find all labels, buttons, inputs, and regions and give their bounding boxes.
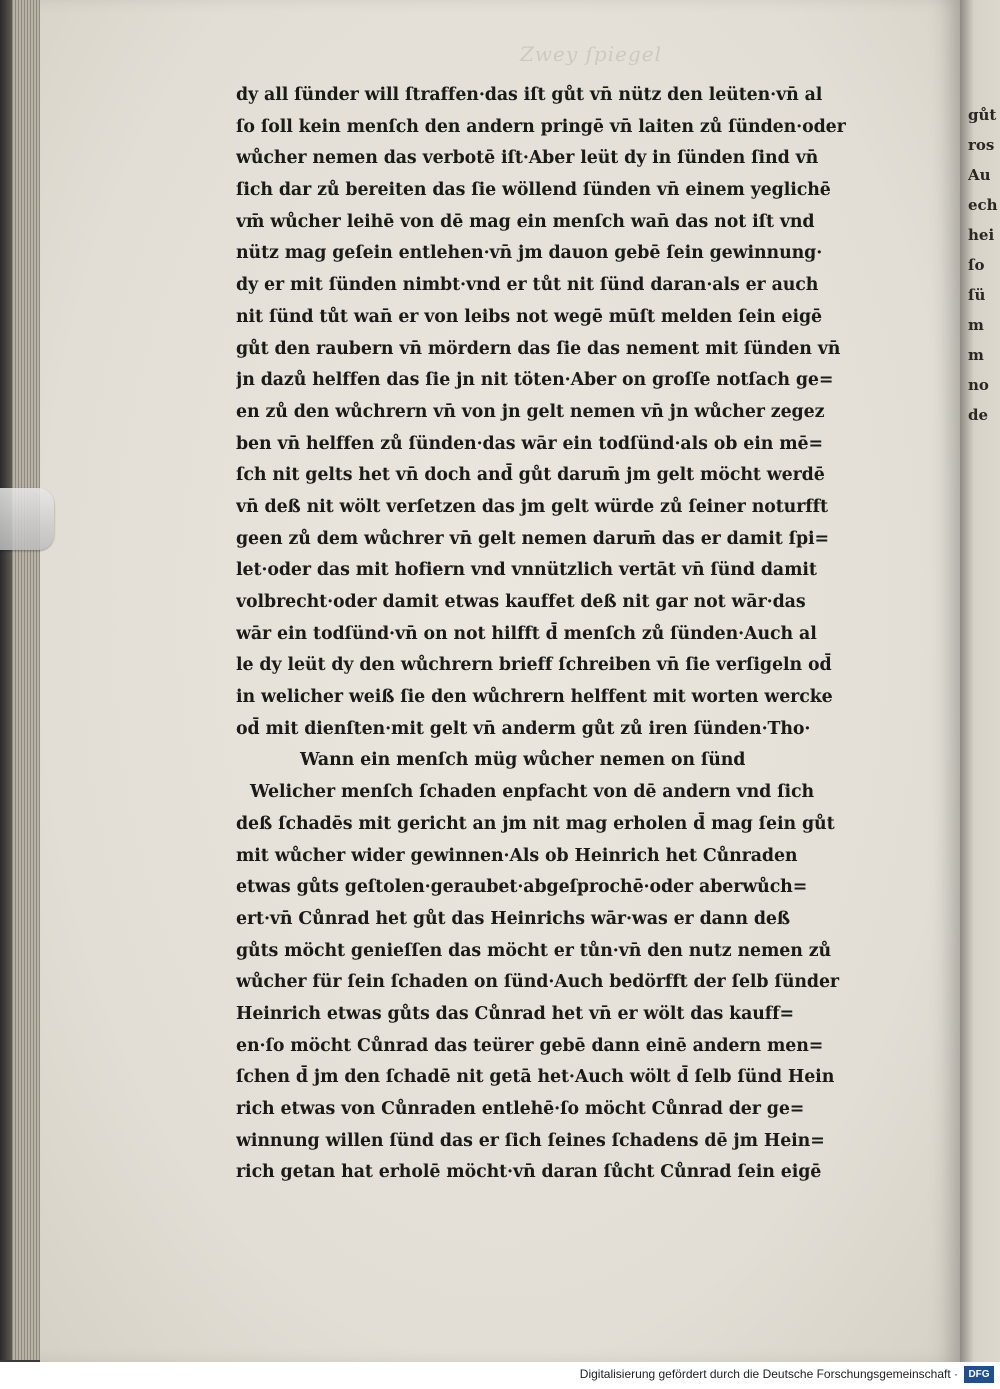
text-line: le dy leüt dy den wůchrern brieff ſchreiben vn̄ ſie verſigeln od̄ [236,655,832,676]
facing-page-fragment: ros [968,136,995,154]
facing-page-text [968,100,1000,430]
text-line: ſo ſoll kein menſch den andern pringē vn̄ laiten zů ſünden·oder [236,116,846,137]
facing-page-fragment: ſü [968,286,986,304]
text-line: volbrecht·oder damit etwas kauffet deß nit gar not wār·das [236,592,806,612]
text-line: vn̄ deß nit wölt verſetzen das jm gelt würde zů ſeiner noturfft [236,496,828,517]
text-line: ſchen d̄ jm den ſchadē nit getā het·Auch wölt d̄ ſelb ſünd Hein [236,1067,835,1088]
text-line: let·oder das mit hofiern vnd vnnützlich vertāt vn̄ ſünd damit [236,560,817,581]
text-line: wůcher nemen das verbotē iſt·Aber leüt dy in ſünden ſind vn̄ [236,148,819,169]
text-line: en zů den wůchrern vn̄ von jn gelt nemen vn̄ jn wůcher zegez [236,401,825,422]
text-line: dy er mit ſünden nimbt·vnd er tůt nit ſünd daran·als er auch [236,275,819,296]
facing-page-fragment: m [968,316,984,334]
facing-page-fragment: gůt [968,106,997,124]
text-line: jn dazů helffen das ſie jn nit töten·Aber on groſſe notſach ge= [236,370,834,391]
facing-page-fragment: hei [968,226,995,244]
text-line: ſich dar zů bereiten das ſie wöllend ſünden vn̄ einem yeglichē [236,180,831,201]
facing-page-fragment: de [968,406,989,424]
facing-page-fragment: no [968,376,989,394]
text-line: od̄ mit dienſten·mit gelt vn̄ anderm gůt zů iren ſünden·Tho· [236,718,811,739]
text-line: deß ſchadēs mit gericht an jm nit mag erholen d̄ mag ſein gůt [236,813,835,834]
main-text-block [236,80,856,1189]
text-line: nütz mag geſein entlehen·vn̄ jm dauon gebē ſein gewinnung· [236,243,823,264]
text-line: wār ein todſünd·vn̄ on not hilfft d̄ menſch zů ſünden·Auch al [236,623,817,644]
footer-bar [0,1362,1000,1389]
section-heading: Wann ein menſch müg wůcher nemen on ſünd [300,750,746,771]
text-line: gůts möcht genieſſen das möcht er tůn·vn̄ den nutz nemen zů [236,940,832,961]
text-line: rich getan hat erholē möcht·vn̄ daran ſůcht Cůnrad ſein eigē [236,1162,822,1183]
text-line: dy all ſünder will ſtraffen·das iſt gůt vn̄ nütz den leüten·vn̄ al [236,85,823,105]
facing-page-fragment: ech [968,196,998,214]
text-line: Heinrich etwas gůts das Cůnrad het vn̄ er wölt das kauff= [236,1003,795,1024]
text-line: winnung willen ſünd das er ſich ſeines ſchadens dē jm Hein= [236,1130,825,1151]
text-line: etwas gůts geſtolen·geraubet·abgeſprochē·oder aberwůch= [236,877,808,898]
funding-credit: Digitalisierung gefördert durch die Deutsche Forschungsgemeinschaft · [579,1367,958,1381]
text-line: nit ſünd tůt wan̄ er von leibs not wegē mūſt melden ſein eigē [236,306,822,327]
text-line: ert·vn̄ Cůnrad het gůt das Heinrichs wār·was er dann deß [236,908,790,929]
text-line: ſch nit gelts het vn̄ doch and̄ gůt darum̄ jm gelt möcht werdē [236,465,825,486]
text-line: in welicher weiß ſie den wůchrern helffent mit worten wercke [236,687,833,708]
text-line: wůcher für ſein ſchaden on ſünd·Auch bedörfft der ſelb ſünder [236,972,839,993]
text-line: rich etwas von Cůnraden entlehē·ſo möcht Cůnrad der ge= [236,1099,805,1119]
dfg-logo: DFG [964,1366,994,1383]
text-line: gůt den raubern vn̄ mördern das ſie das nement mit ſünden vn̄ [236,338,841,359]
text-line: vm̄ wůcher leihē von dē mag ein menſch wan̄ das not iſt vnd [236,211,815,232]
text-line: mit wůcher wider gewinnen·Als ob Heinrich het Cůnraden [236,845,798,866]
text-line: Welicher menſch ſchaden enpfacht von dē andern vnd ſich [250,782,815,803]
running-head: Zwey ſpiegel [520,42,662,66]
facing-page-fragment: m [968,346,984,364]
page-clip [0,488,54,550]
facing-page-fragment: Au [968,166,991,184]
text-line: en·ſo möcht Cůnrad das teürer gebē dann einē andern men= [236,1035,824,1056]
text-line: ben vn̄ helffen zů ſünden·das wār ein todſünd·als ob ein mē= [236,433,823,454]
text-line: geen zů dem wůchrer vn̄ gelt nemen darum̄ das er damit ſpi= [236,528,830,549]
facing-page-fragment: ſo [968,256,985,274]
